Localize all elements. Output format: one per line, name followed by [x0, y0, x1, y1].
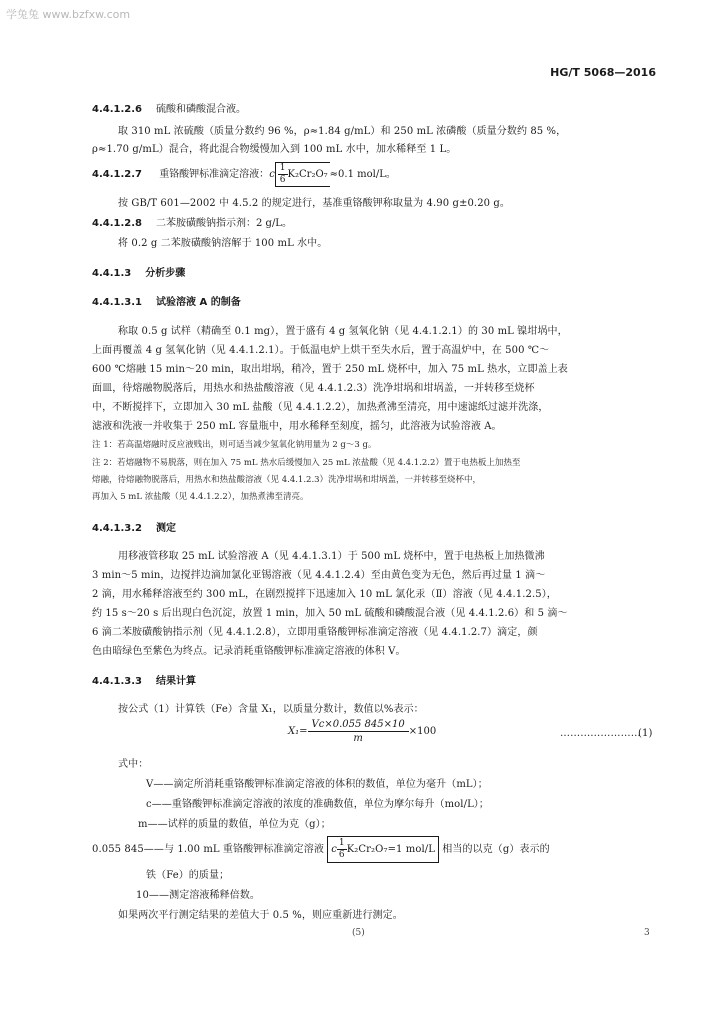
paragraph-line: 按公式（1）计算铁（Fe）含量 X₁，以质量分数计，数值以%表示： — [118, 704, 424, 715]
paragraph-line: 2 滴，用水稀释溶液至约 300 mL，在剧烈搅拌下迅速加入 10 mL 氯化汞（Ⅱ）溶液（见 4.4.1.2.5）， — [92, 589, 557, 600]
section-4-4-1-2-7-heading — [92, 162, 396, 187]
variable-definition-constant — [92, 836, 550, 863]
section-title: 硫酸和磷酸混合液。 — [156, 104, 246, 115]
fraction-denominator: 6 — [279, 175, 286, 185]
paragraph-line: 滤液和洗液一并收集于 250 mL 容量瓶中，用水稀释至刻度，摇匀，此溶液为试验溶液 A。 — [92, 421, 502, 432]
section-number: 4.4.1.2.7 — [92, 169, 142, 180]
paragraph-line: 中，不断搅拌下，立即加入 30 mL 盐酸（见 4.4.1.2.2），加热煮沸至清亮，用中速滤纸过滤并洗涤， — [92, 402, 549, 413]
note-1: 注 1：若高温熔融时反应液贱出，则可适当减少氢氧化钠用量为 2 g～3 g。 — [92, 440, 377, 450]
equation-fraction — [308, 718, 409, 745]
equation-rhs: ×100 — [408, 726, 437, 737]
section-4-4-1-3-3-heading — [92, 672, 196, 687]
section-title: 测定 — [156, 523, 176, 534]
watermark: 学兔兔 www.bzfxw.com — [6, 8, 131, 21]
standard-number: HG/T 5068—2016 — [550, 66, 656, 79]
chemical-formula: K₂Cr₂O₇ — [287, 169, 328, 180]
paragraph-line: 面皿，待熔融物脱落后，用热水和热盐酸溶液（见 4.4.1.2.3）洗净坩埚和坩埚盖，一并转移至烧杯 — [92, 383, 535, 394]
section-number: 4.4.1.3.2 — [92, 523, 142, 534]
paragraph-line: 称取 0.5 g 试样（精确至 0.1 mg），置于盛有 4 g 氢氧化钠（见 4.4.1.2.1）的 30 mL 镍坩埚中， — [118, 326, 568, 337]
paragraph-line: 上面再覆盖 4 g 氢氧化钠（见 4.4.1.2.1）。于低温电炉上烘干至失水后，置于高温炉中，在 500 ℃～ — [92, 345, 550, 356]
variable-definition-continued: 铁（Fe）的质量； — [146, 870, 230, 881]
variable-definition: 10——测定溶液稀释倍数。 — [136, 890, 261, 901]
paragraph-line: ρ≈1.70 g/mL）混合，将此混合物缓慢加入到 100 mL 水中，加水稀释至 1 L。 — [92, 144, 457, 155]
section-title: 分析步骤 — [145, 268, 186, 279]
section-title: 重铬酸钾标准滴定溶液： — [159, 169, 270, 180]
section-number: 4.4.1.3 — [92, 268, 132, 279]
paragraph-line: 3 min～5 min，边搅拌边滴加氯化亚锡溶液（见 4.4.1.2.4）至由黄色变为无色，然后再过量 1 滴～ — [92, 570, 546, 581]
section-4-4-1-3-1-heading — [92, 293, 241, 308]
section-number: 4.4.1.3.1 — [92, 297, 142, 308]
concentration-bracket — [275, 162, 330, 187]
paragraph-line: 600 ℃熔融 15 min～20 min，取出坩埚，稍冷，置于 250 mL 烧杯中，加入 75 mL 热水，立即盖上表 — [92, 364, 568, 375]
paragraph-line: 用移液管移取 25 mL 试验溶液 A（见 4.4.1.3.1）于 500 mL 烧杯中，置于电热板上加热微沸 — [118, 551, 545, 562]
variable-definition: m——试样的质量的数值，单位为克（g）； — [138, 819, 331, 830]
paragraph-line: 约 15 s～20 s 后出现白色沉淀，放置 1 min，加入 50 mL 硫酸和磷酸混合液（见 4.4.1.2.6）和 5 滴～ — [92, 608, 568, 619]
fraction — [337, 838, 347, 861]
paragraph-line: 如果两次平行测定结果的差值大于 0.5 %，则应重新进行测定。 — [118, 910, 403, 921]
note-2-line: 注 2：若熔融物不易脱落，则在加入 75 mL 热水后缓慢加入 25 mL 浓盐酸（见 4.4.1.2.2）置于电热板上加热至 — [92, 458, 521, 468]
page-number: 3 — [644, 928, 650, 938]
section-4-4-1-3-2-heading — [92, 519, 176, 534]
constant-definition-text: 相当的以克（g）表示的 — [442, 844, 550, 855]
section-title: 结果计算 — [156, 676, 196, 687]
constant-definition-text: 0.055 845——与 1.00 mL 重铬酸钾标准滴定溶液 — [92, 844, 324, 855]
fraction-numerator: 1 — [338, 838, 345, 848]
concentration-value: =1 mol/L — [387, 844, 435, 855]
variable-definition: V——滴定所消耗重铬酸钾标准滴定溶液的体积的数值，单位为毫升（mL）； — [146, 779, 488, 790]
equation-number: (1) — [638, 728, 653, 739]
section-title-tail: ≈0.1 mol/L。 — [329, 169, 396, 180]
section-4-4-1-2-8-heading — [92, 214, 292, 229]
constant-bracket — [327, 836, 439, 863]
chemical-formula: K₂Cr₂O₇ — [346, 844, 388, 855]
concentration-symbol: c — [331, 844, 337, 855]
equation-leader-dots: …………………… — [560, 728, 641, 739]
section-title: 二苯胺磺酸钠指示剂：2 g/L。 — [156, 218, 292, 229]
paragraph-line: 将 0.2 g 二苯胺磺酸钠溶解于 100 mL 水中。 — [118, 238, 328, 249]
fraction-denominator: 6 — [338, 850, 345, 860]
footer-center: (5) — [352, 928, 365, 938]
note-2-line: 熔融，待熔融物脱落后，用热水和热盐酸溶液（见 4.4.1.2.3）洗净坩埚和坩埚盖，一并转移至烧杯中， — [92, 475, 482, 485]
equation-denominator: m — [353, 733, 363, 744]
section-4-4-1-2-6-heading — [92, 100, 246, 115]
paragraph-line: 按 GB/T 601—2002 中 4.5.2 的规定进行，基准重铬酸钾称取量为 4.90 g±0.20 g。 — [118, 198, 510, 209]
paragraph-line: 色由暗绿色至紫色为终点。记录消耗重铬酸钾标准滴定溶液的体积 V。 — [92, 646, 406, 657]
paragraph-line: 6 滴二苯胺磺酸钠指示剂（见 4.4.1.2.8），立即用重铬酸钾标准滴定溶液（见 4.4.1.2.7）滴定，颜 — [92, 627, 538, 638]
note-2-line: 再加入 5 mL 浓盐酸（见 4.4.1.2.2），加热煮沸至清亮。 — [92, 492, 309, 502]
where-label: 式中： — [118, 759, 149, 770]
section-number: 4.4.1.2.6 — [92, 104, 142, 115]
section-number: 4.4.1.3.3 — [92, 676, 142, 687]
section-4-4-1-3-heading — [92, 264, 185, 279]
paragraph-line: 取 310 mL 浓硫酸（质量分数约 96 %，ρ≈1.84 g/mL）和 250 mL 浓磷酸（质量分数约 85 %， — [118, 126, 567, 137]
concentration-symbol: c — [269, 169, 275, 180]
section-number: 4.4.1.2.8 — [92, 218, 142, 229]
equation-1 — [288, 718, 436, 745]
variable-definition: c——重铬酸钾标准滴定溶液的浓度的准确数值，单位为摩尔每升（mol/L）； — [146, 799, 490, 810]
section-title: 试验溶液 A 的制备 — [156, 297, 241, 308]
equation-numerator: Vc×0.055 845×10 — [308, 718, 409, 732]
fraction — [278, 163, 288, 186]
fraction-numerator: 1 — [279, 163, 286, 173]
equation-lhs: X₁= — [288, 726, 308, 737]
